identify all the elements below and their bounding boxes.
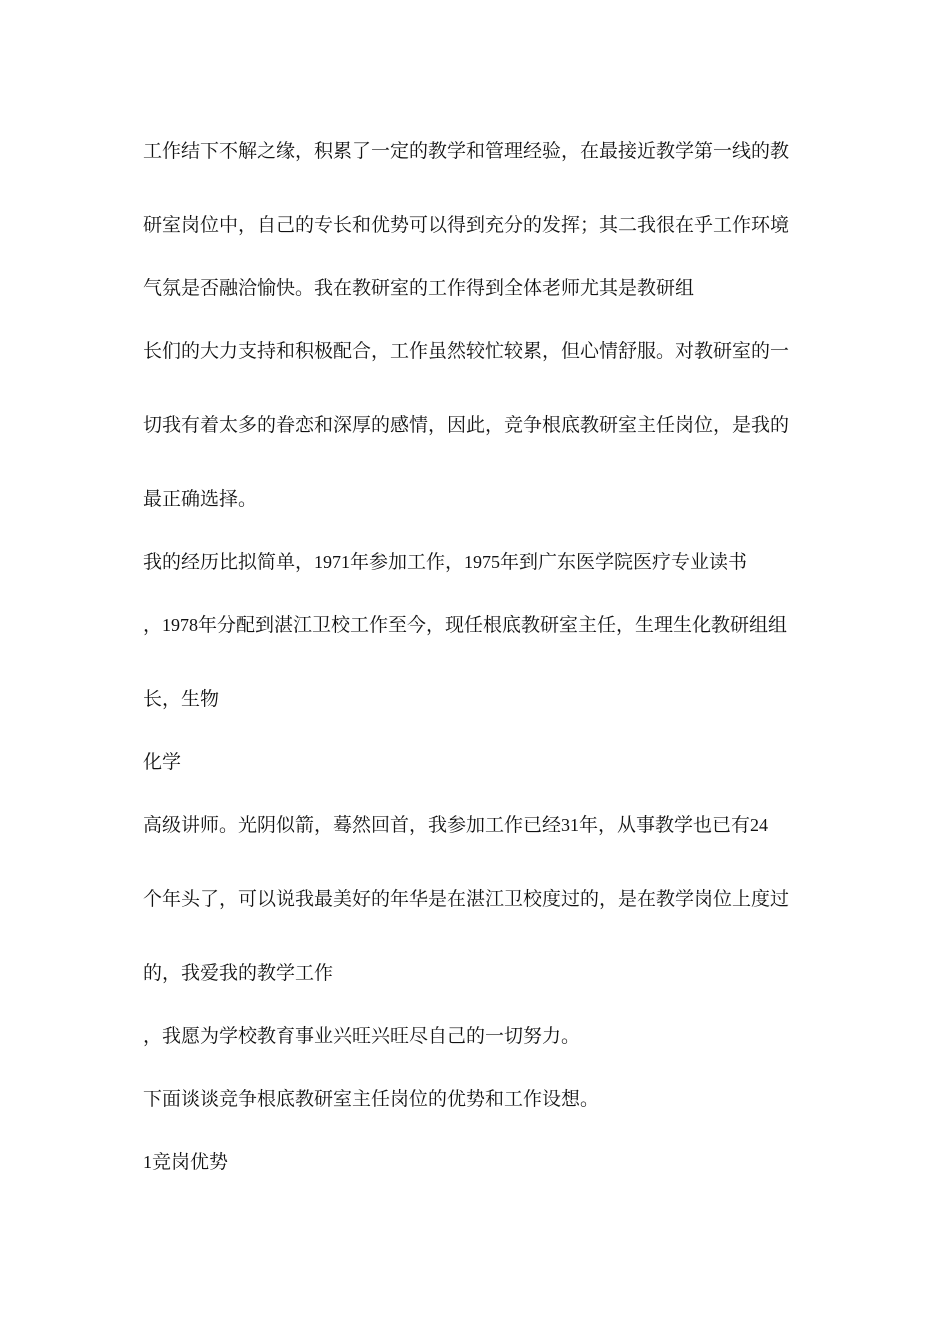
text-line-10: 化学: [143, 751, 182, 773]
text-line-13: 的，我爱我的教学工作: [143, 962, 334, 984]
text-line-12: 个年头了，可以说我最美好的年华是在湛江卫校度过的，是在教学岗位上度过: [143, 888, 790, 910]
text-line-2: 研室岗位中，自己的专长和优势可以得到充分的发挥；其二我很在乎工作环境: [143, 214, 790, 236]
text-line-5: 切我有着太多的眷恋和深厚的感情，因此，竞争根底教研室主任岗位，是我的: [143, 414, 790, 436]
text-line-14: ，我愿为学校教育事业兴旺兴旺尽自己的一切努力。: [143, 1025, 581, 1047]
section-heading: 1竞岗优势: [143, 1151, 229, 1173]
text-line-1: 工作结下不解之缘，积累了一定的教学和管理经验，在最接近教学第一线的教: [143, 140, 790, 162]
text-line-8: ，1978年分配到湛江卫校工作至今，现任根底教研室主任，生理生化教研组组: [143, 614, 788, 636]
text-line-4: 长们的大力支持和积极配合，工作虽然较忙较累，但心情舒服。对教研室的一: [143, 340, 790, 362]
text-line-11: 高级讲师。光阴似箭，蓦然回首，我参加工作已经31年，从事教学也已有24: [143, 814, 769, 836]
text-line-7: 我的经历比拟简单，1971年参加工作，1975年到广东医学院医疗专业读书: [143, 551, 748, 573]
text-line-9: 长，生物: [143, 688, 220, 710]
text-line-3: 气氛是否融洽愉快。我在教研室的工作得到全体老师尤其是教研组: [143, 277, 695, 299]
text-line-6: 最正确选择。: [143, 488, 258, 510]
text-line-15: 下面谈谈竞争根底教研室主任岗位的优势和工作设想。: [143, 1088, 600, 1110]
